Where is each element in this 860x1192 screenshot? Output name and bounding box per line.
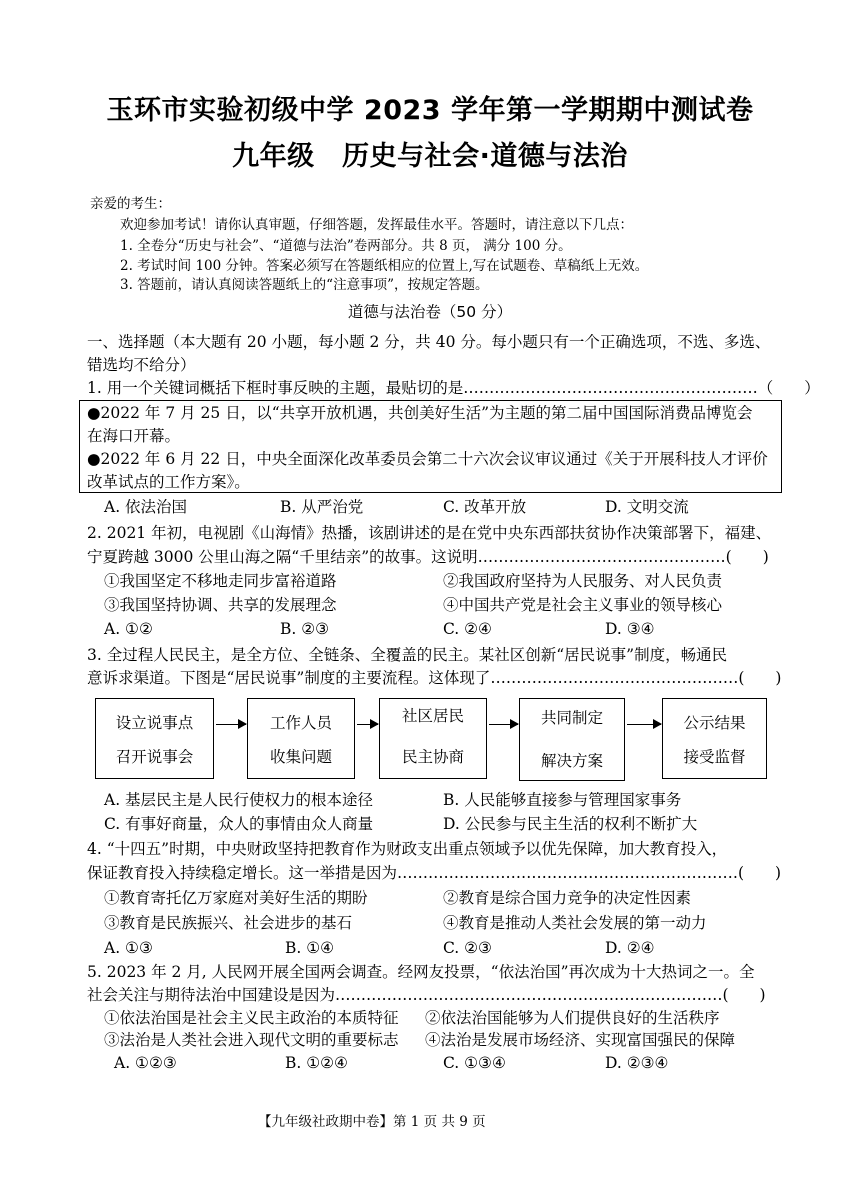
statement: ①我国坚定不移地走同步富裕道路	[104, 572, 337, 590]
section-instructions: 一、选择题（本大题有 20 小题，每小题 2 分，共 40 分。每小题只有一个正确选项，不选、多选、	[87, 333, 771, 351]
flow-arrow-icon	[627, 724, 661, 725]
flow-step-label: 接受监督	[683, 748, 746, 766]
option-a: A. ①②③	[114, 1054, 177, 1072]
question-4-stem: 4. “十四五”时期，中央财政坚持把教育作为财政支出重点领域予以优先保障，加大教育投入，	[87, 840, 728, 858]
exam-title: 玉环市实验初级中学 2023 学年第一学期期中测试卷	[106, 95, 754, 126]
option-d: D. ②④	[605, 939, 655, 957]
flow-step-label: 公示结果	[683, 714, 746, 732]
question-5-stem: 社会关注与期待法治中国建设是因为…………………………………………………………………( )	[87, 986, 766, 1004]
intro-line: 2. 考试时间 100 分钟。答案必须写在答题纸相应的位置上,写在试题卷、草稿纸上无效。	[120, 258, 649, 274]
option-c: C. ①③④	[443, 1054, 506, 1072]
flow-step-4	[519, 698, 625, 781]
option-d: D. ②③④	[605, 1054, 669, 1072]
intro-line: 欢迎参加考试！请你认真审题，仔细答题，发挥最佳水平。答题时，请注意以下几点：	[120, 217, 633, 233]
flow-step-2	[247, 698, 355, 779]
question-4-stem: 保证教育投入持续稳定增长。这一举措是因为…………………………………………………………( )	[87, 864, 782, 882]
option-c: C. ②③	[443, 939, 492, 957]
flow-arrow-icon	[357, 724, 378, 725]
flow-step-label: 召开说事会	[115, 748, 194, 766]
flow-step-label: 民主协商	[401, 748, 464, 766]
statement: ②我国政府坚持为人民服务、对人民负责	[443, 572, 723, 590]
option-a: A. 基层民主是人民行使权力的根本途径	[104, 791, 374, 809]
option-a: A. ①③	[104, 939, 153, 957]
news-item: 在海口开幕。	[87, 427, 181, 445]
statement: ③我国坚持协调、共享的发展理念	[104, 596, 337, 614]
question-1-stem: 1. 用一个关键词概括下框时事反映的主题，最贴切的是…………………………………………………（ ）	[87, 379, 820, 397]
flow-step-3	[379, 698, 487, 779]
option-d: D. 公民参与民主生活的权利不断扩大	[443, 815, 698, 833]
intro-line: 3. 答题前，请认真阅读答题纸上的“注意事项”，按规定答题。	[120, 277, 489, 293]
news-item: ●2022 年 7 月 25 日，以“共享开放机遇，共创美好生活”为主题的第二届中国国际消费品博览会	[87, 404, 753, 422]
question-2-stem: 2. 2021 年初，电视剧《山海情》热播，该剧讲述的是在党中央东西部扶贫协作决策部署下，福建、	[87, 524, 772, 542]
flow-arrow-icon	[489, 724, 518, 725]
option-d: D. ③④	[605, 620, 655, 638]
intro-greeting: 亲爱的考生：	[90, 196, 171, 212]
exam-subtitle: 九年级 历史与社会·道德与法治	[232, 141, 628, 172]
flow-step-5	[662, 698, 767, 779]
question-5-stem: 5. 2023 年 2 月, 人民网开展全国两会调查。经网友投票，“依法治国”再次成为十大热词之一。全	[87, 963, 755, 981]
statement: ③法治是人类社会进入现代文明的重要标志	[104, 1031, 399, 1049]
statement: ①依法治国是社会主义民主政治的本质特征	[104, 1009, 399, 1027]
section-title: 道德与法治卷（50 分）	[347, 303, 513, 321]
option-b: B. ①④	[285, 939, 335, 957]
flow-step-1	[95, 698, 214, 779]
flow-step-label: 设立说事点	[115, 714, 194, 732]
question-3-stem: 意诉求渠道。下图是“居民说事”制度的主要流程。这体现了…………………………………………( )	[87, 669, 782, 687]
statement: ②依法治国能够为人们提供良好的生活秩序	[425, 1009, 720, 1027]
intro-line: 1. 全卷分“历史与社会”、“道德与法治”卷两部分。共 8 页， 满分 100 分。	[120, 238, 572, 254]
option-c: C. 有事好商量，众人的事情由众人商量	[104, 815, 374, 833]
flow-step-label: 解决方案	[540, 752, 603, 770]
option-b: B. ②③	[280, 620, 330, 638]
statement: ①教育寄托亿万家庭对美好生活的期盼	[104, 889, 368, 907]
news-item: 改革试点的工作方案》。	[87, 473, 250, 491]
option-a: A. ①②	[104, 620, 153, 638]
option-a: A. 依法治国	[104, 498, 188, 516]
question-3-stem: 3. 全过程人民民主，是全方位、全链条、全覆盖的民主。某社区创新“居民说事”制度，畅通民	[87, 646, 728, 664]
statement: ④中国共产党是社会主义事业的领导核心	[443, 596, 723, 614]
page-footer: 【九年级社政期中卷】第 1 页 共 9 页	[258, 1114, 486, 1130]
flow-step-label: 收集问题	[269, 748, 332, 766]
statement: ③教育是民族振兴、社会进步的基石	[104, 914, 353, 932]
flow-step-label: 社区居民	[401, 707, 464, 725]
option-c: C. ②④	[443, 620, 492, 638]
flow-step-label: 共同制定	[540, 709, 603, 727]
news-item: ●2022 年 6 月 22 日，中央全面深化改革委员会第二十六次会议审议通过《关于开展科技人才评价	[87, 450, 768, 468]
statement: ④教育是推动人类社会发展的第一动力	[443, 914, 707, 932]
flow-arrow-icon	[216, 724, 246, 725]
statement: ②教育是综合国力竞争的决定性因素	[443, 889, 692, 907]
option-b: B. 从严治党	[280, 498, 364, 516]
option-d: D. 文明交流	[605, 498, 689, 516]
option-c: C. 改革开放	[443, 498, 527, 516]
section-instructions: 错选均不给分）	[87, 356, 196, 374]
flow-step-label: 工作人员	[269, 714, 332, 732]
option-b: B. ①②④	[285, 1054, 348, 1072]
statement: ④法治是发展市场经济、实现富国强民的保障	[425, 1031, 736, 1049]
question-2-stem: 宁夏跨越 3000 公里山海之隔“千里结亲”的故事。这说明…………………………………………( )	[87, 548, 769, 566]
option-b: B. 人民能够直接参与管理国家事务	[443, 791, 682, 809]
